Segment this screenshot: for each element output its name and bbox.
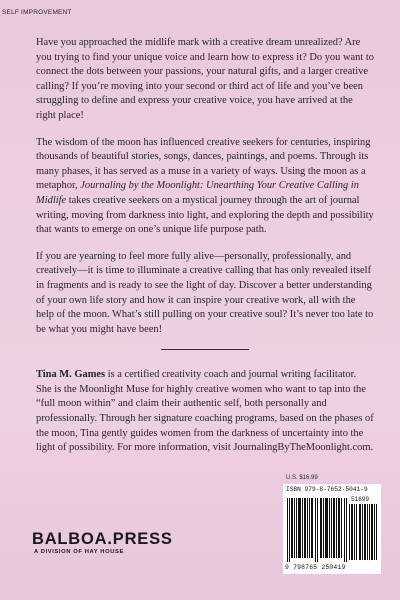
isbn-barcode <box>283 484 381 574</box>
back-cover-copy <box>36 36 374 468</box>
ean-number: 9 798765 250419 <box>285 564 346 571</box>
price-label: U.S. $16.99 <box>286 475 318 481</box>
publisher-logo <box>32 530 173 555</box>
ean-barcode-icon <box>287 498 347 562</box>
section-divider <box>161 349 249 350</box>
category-label: SELF IMPROVEMENT <box>2 9 72 16</box>
author-bio-text: is a certified creativity coach and journal writing facilitator. She is the Moonlight Muse for highly creative women who want to tap into the “full moon within” and claim their authentic self, both personally and professionally. Through her signature coaching programs, based on the phases of the moon, Tina gently guides women from the darkness of uncertainty into the light of possibility. For more information, visit JournalingByTheMoonlight.com. <box>36 369 374 454</box>
publisher-name: BALBOA.PRESS <box>32 530 173 548</box>
moon-paragraph-start: The wisdom of the moon has influenced creative seekers for centuries, inspiring thousands of beautiful stories, songs, dances, paintings, and poems. Through its many phases, it has served as a muse in a variety of ways. Using the moon as a metaphor, <box>36 136 371 192</box>
intro-paragraph: Have you approached the midlife mark with a creative dream unrealized? Are you trying to find your unique voice and learn how to express it? Do you want to connect the dots between your passions, your natural gifts, and a larger creative calling? If you’re moving into your second or third act of life and you’ve been struggling to define and express your creative voice, you have arrived at the right place! <box>36 37 374 121</box>
author-name: Tina M. Games <box>36 369 106 381</box>
moon-paragraph-end: takes creative seekers on a mystical journey through the art of journal writing, moving from darkness into light, and exploring the depth and possibility that wants to emerge on one’s unique life purpose path. <box>36 194 374 236</box>
book-title: Journaling by the Moonlight: Unearthing Your Creative Calling in Midlife <box>36 180 359 206</box>
author-bio <box>36 368 374 456</box>
call-to-action-paragraph: If you are yearning to feel more fully alive—personally, professionally, and creatively—it is time to illuminate a creative calling that has only revealed itself in fragments and is ready to see the light of day. Discover a better understanding of your own life story and how it can inspire your creative work, all with the help of the moon. What’s still pulling on your creative soul? It’s never too late to be what you might have been! <box>36 250 374 335</box>
addon-barcode-icon <box>349 504 377 560</box>
moon-paragraph <box>36 136 374 238</box>
isbn-number: ISBN 979-8-7652-5041-9 <box>286 486 368 493</box>
barcode-addon-number: 51699 <box>351 496 370 503</box>
publisher-division: A DIVISION OF HAY HOUSE <box>34 549 124 555</box>
